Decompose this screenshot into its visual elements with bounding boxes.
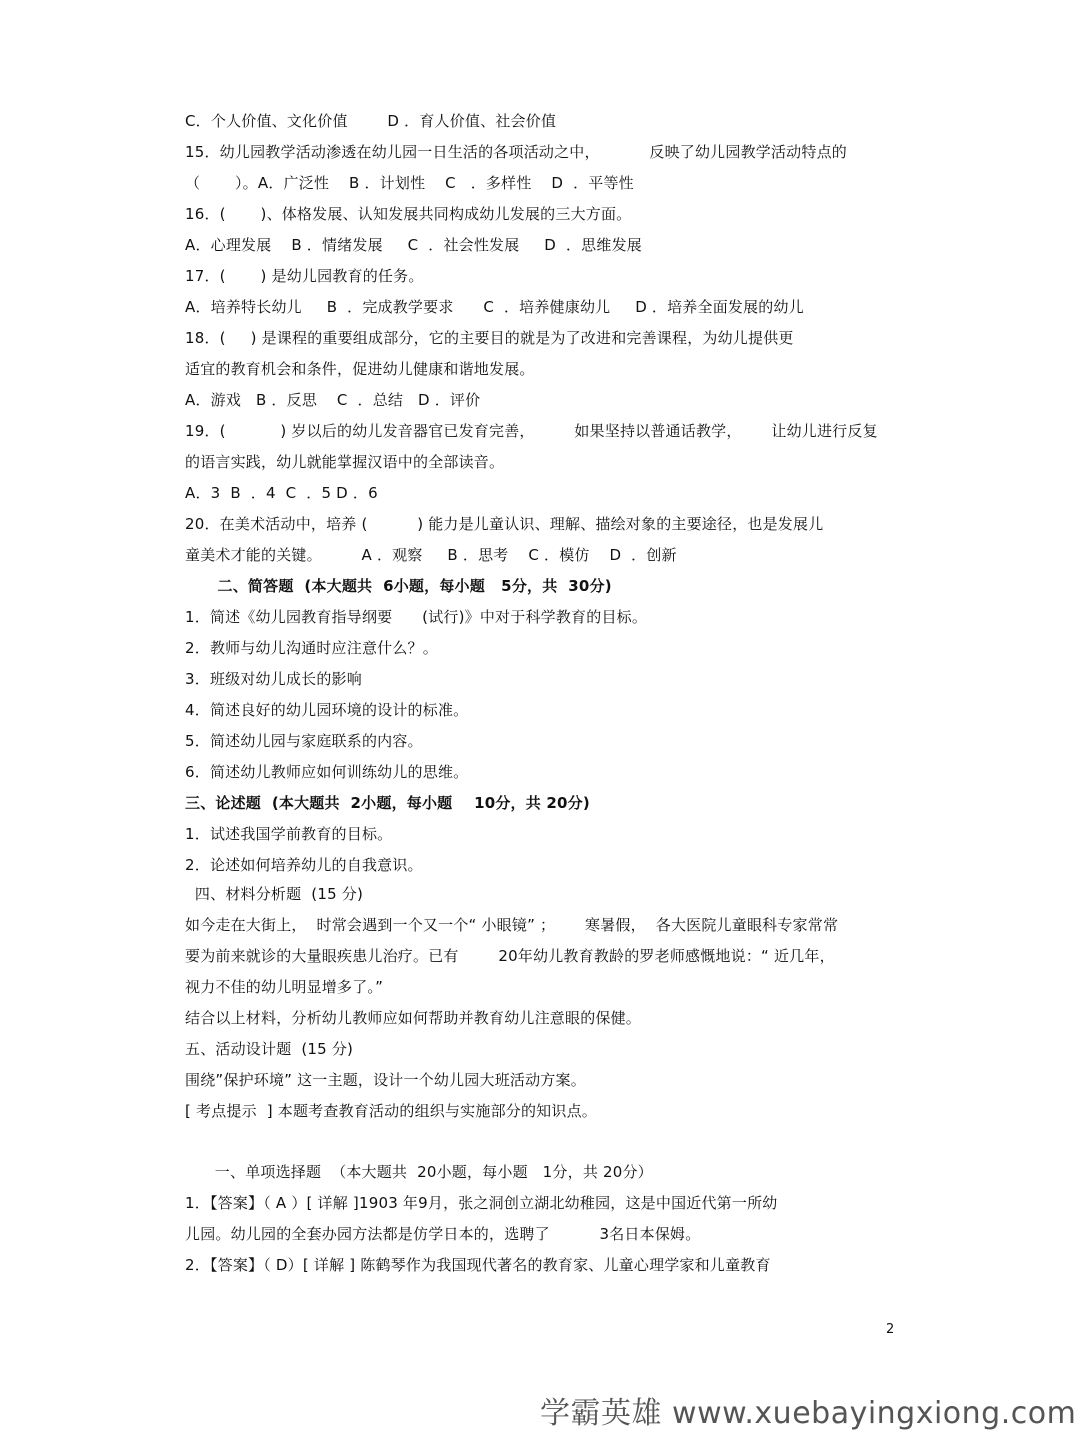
text-line: A．3 B ．4 C ．5 D ．6 <box>185 484 378 502</box>
watermark: 学霸英雄 www.xuebayingxiong.com <box>540 1396 1077 1431</box>
text-line: 的语言实践，幼儿就能掌握汉语中的全部读音。 <box>185 453 505 471</box>
section-heading-activity: 五、活动设计题 (15 分) <box>185 1040 354 1058</box>
section-heading-essay: 三、论述题 (本大题共 2小题，每小题 10分，共 20分) <box>185 794 590 812</box>
section-heading-answers: 一、单项选择题 （本大题共 20小题，每小题 1分，共 20分） <box>185 1163 653 1181</box>
text-line: A．游戏 B ．反思 C ．总结 D ．评价 <box>185 391 481 409</box>
text-line: 适宜的教育机会和条件，促进幼儿健康和谐地发展。 <box>185 360 535 378</box>
answer-line: 1．【答案】（ A ）[ 详解 ]1903 年9月，张之洞创立湖北幼稚园，这是中国近代第一所幼 <box>185 1194 778 1212</box>
question-20: 20．在美术活动中，培养 ( ) 能力是儿童认识、理解、描绘对象的主要途径，也是发展儿 <box>185 515 824 533</box>
text-line: 1．试述我国学前教育的目标。 <box>185 825 393 843</box>
text-line: 3．班级对幼儿成长的影响 <box>185 670 362 688</box>
text-line: 儿园。幼儿园的全套办园方法都是仿学日本的，选聘了 3名日本保姆。 <box>185 1225 701 1243</box>
text-line: [ 考点提示 ] 本题考查教育活动的组织与实施部分的知识点。 <box>185 1102 597 1120</box>
text-line: 6．简述幼儿教师应如何训练幼儿的思维。 <box>185 763 469 781</box>
page-number: 2 <box>886 1322 895 1337</box>
question-19: 19．( ) 岁以后的幼儿发音器官已发育完善， 如果坚持以普通话教学， 让幼儿进行反复 <box>185 422 878 440</box>
text-line: 童美术才能的关键。 A ．观察 B ．思考 C ．模仿 D ．创新 <box>185 546 677 564</box>
text-line: C．个人价值、文化价值 D ．育人价值、社会价值 <box>185 112 557 130</box>
text-line: 4．简述良好的幼儿园环境的设计的标准。 <box>185 701 469 719</box>
text-line: A．培养特长幼儿 B ．完成教学要求 C ．培养健康幼儿 D ．培养全面发展的幼儿 <box>185 298 804 316</box>
question-17: 17．( ) 是幼儿园教育的任务。 <box>185 267 424 285</box>
section-heading-short-answer: 二、简答题 (本大题共 6小题，每小题 5分，共 30分) <box>185 577 612 595</box>
answer-line: 2．【答案】（ D）[ 详解 ] 陈鹤琴作为我国现代著名的教育家、儿童心理学家和儿童教育 <box>185 1256 771 1274</box>
text-line: 视力不佳的幼儿明显增多了。” <box>185 978 384 996</box>
question-18: 18．( ) 是课程的重要组成部分，它的主要目的就是为了改进和完善课程，为幼儿提供更 <box>185 329 794 347</box>
text-line: A．心理发展 B ．情绪发展 C ．社会性发展 D ．思维发展 <box>185 236 642 254</box>
text-line: 要为前来就诊的大量眼疾患儿治疗。已有 20年幼儿教育教龄的罗老师感慨地说：“ 近几年， <box>185 947 835 965</box>
question-15: 15．幼儿园教学活动渗透在幼儿园一日生活的各项活动之中， 反映了幼儿园教学活动特点的 <box>185 143 847 161</box>
text-line: 如今走在大街上， 时常会遇到一个又一个“ 小眼镜” ； 寒暑假， 各大医院儿童眼科专家常常 <box>185 916 839 934</box>
text-line: 2．教师与幼儿沟通时应注意什么？。 <box>185 639 438 657</box>
text-line: 5．简述幼儿园与家庭联系的内容。 <box>185 732 423 750</box>
question-16: 16．( )、体格发展、认知发展共同构成幼儿发展的三大方面。 <box>185 205 632 223</box>
text-line: （ ）。A．广泛性 B ．计划性 C ．多样性 D ．平等性 <box>185 174 634 192</box>
text-line: 结合以上材料，分析幼儿教师应如何帮助并教育幼儿注意眼的保健。 <box>185 1009 642 1027</box>
text-line: 围绕”保护环境” 这一主题，设计一个幼儿园大班活动方案。 <box>185 1071 586 1089</box>
text-line: 2．论述如何培养幼儿的自我意识。 <box>185 856 423 874</box>
text-line: 1．简述《幼儿园教育指导纲要 (试行)》中对于科学教育的目标。 <box>185 608 648 626</box>
section-heading-material: 四、材料分析题 (15 分) <box>185 885 364 903</box>
